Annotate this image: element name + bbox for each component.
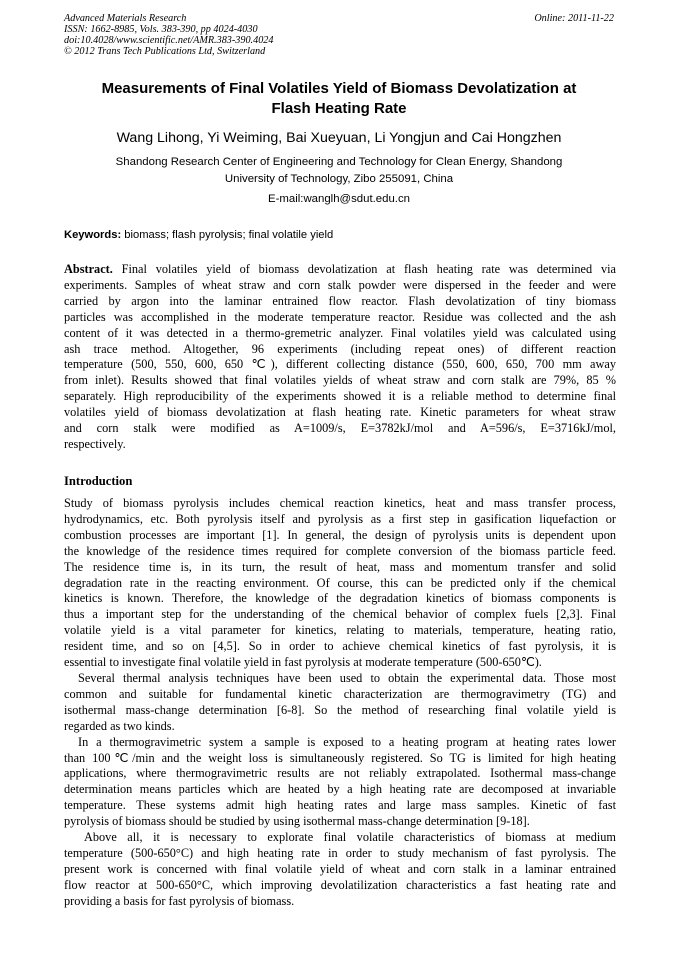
affiliation-line-2: University of Technology, Zibo 255091, China	[224, 173, 454, 185]
paragraph-line: temperature. These systems admit high heating rates and large mass samples. Kinetic of fast	[64, 798, 616, 813]
abstract-line: carried by argon into the laminar entrained flow reactor. Flash devolatization of tiny biomass	[64, 293, 616, 308]
paragraph-line: The residence time is, in its turn, the result of heat, mass and momentum transfer and solid	[64, 559, 616, 574]
paragraph-line: Study of biomass pyrolysis includes chemical reaction kinetics, heat and mass transfer process,	[64, 496, 616, 510]
journal-name: Advanced Materials Research	[64, 13, 187, 24]
affiliation-line-1: Shandong Research Center of Engineering and Technology for Clean Energy, Shandong	[115, 156, 563, 168]
paragraph-line: essential to investigate final volatile yield in fast pyrolysis at moderate temperature (500-650℃).	[64, 655, 542, 670]
paragraph-line: Several thermal analysis techniques have been used to obtain the experimental data. Those most	[78, 670, 616, 685]
abstract-line: and corn stalk were modified as A=1009/s, E=3782kJ/mol and A=596/s, E=3716kJ/mol,	[64, 421, 616, 436]
paper-title	[64, 79, 614, 119]
paragraph-line: In a thermogravimetric system a sample is exposed to a heating program at heating rates lower	[78, 734, 616, 749]
paragraph-line: temperature (500-650°C) and high heating rate in order to study mechanism of fast pyrolysis. The	[64, 845, 616, 860]
paragraph-line: thus a important step for the understanding of the chemical behavior of complex fuels [2,3]. Final	[64, 607, 616, 622]
paragraph-line: present work is concerned with final volatile yield of wheat and corn stalk in a laminar entrained	[64, 861, 616, 876]
abstract-line: particles was accomplished in the moderate temperature reactor. Residue was collected and the ash	[64, 309, 616, 324]
keywords-label: Keywords:	[64, 229, 122, 241]
abstract-line	[64, 262, 616, 278]
title-line-1: Measurements of Final Volatiles Yield of Biomass Devolatization at	[101, 80, 577, 97]
abstract-line: experiments. Samples of wheat straw and corn stalk powder were dispersed in the feeder and were	[64, 277, 616, 292]
author-email: E-mail:wanglh@sdut.edu.cn	[268, 193, 410, 205]
abstract-line: temperature (500, 550, 600, 650 ℃), different collecting distance (550, 600, 650, 700 mm away	[64, 357, 616, 372]
paragraph-line: combustion processes are important [1]. In general, the design of pyrolysis units is dependent upon	[64, 527, 616, 542]
abstract-line: separately. High reproducibility of the experiments showed it is a reliable method to determine final	[64, 389, 616, 404]
keywords-text: biomass; flash pyrolysis; final volatile yield	[121, 229, 334, 241]
paragraph-line: kinetics is known. Therefore, the knowledge of the degradation kinetics of biomass components is	[64, 591, 616, 606]
copyright-line: © 2012 Trans Tech Publications Ltd, Switzerland	[64, 46, 266, 57]
paragraph-line: common and suitable for fundamental kinetic characterization are thermogravimetry (TG) and	[64, 686, 616, 701]
abstract-label: Abstract.	[64, 262, 113, 276]
paragraph-line: applications, where thermogravimetric results are not reliably extrapolated. Isothermal mass-change	[64, 766, 616, 781]
abstract-line-text: Final volatiles yield of biomass devolatization at flash heating rate was determined via	[112, 262, 616, 276]
introduction-body	[64, 496, 616, 910]
paragraph-line: flow reactor at 500-650°C, which improving devolatilization characteristics a fast heating rate and	[64, 877, 616, 892]
author-list: Wang Lihong, Yi Weiming, Bai Xueyuan, Li Yongjun and Cai Hongzhen	[116, 130, 562, 146]
paragraph-line: providing a basis for fast pyrolysis of biomass.	[64, 893, 295, 908]
title-line-2: Flash Heating Rate	[271, 100, 407, 117]
abstract	[64, 262, 616, 453]
paragraph-line: isothermal mass-change determination [6-8]. So the method of researching final volatile yield is	[64, 702, 616, 717]
abstract-line: content of it was detected in a thermo-gremetric analyzer. Final volatiles yield was calculated using	[64, 325, 616, 340]
paragraph-line: hydrodynamics, etc. Both pyrolysis itself and pyrolysis as a first step in gasification liquefaction or	[64, 511, 616, 526]
abstract-line: respectively.	[64, 436, 126, 451]
paragraph-line: Above all, it is necessary to explorate final volatile characteristics of biomass at medium	[84, 830, 616, 845]
paragraph-line: regarded as two kinds.	[64, 718, 175, 733]
keywords	[64, 227, 616, 243]
paragraph-line: pyrolysis of biomass should be studied by using isothermal mass-change determination [9-18].	[64, 814, 530, 829]
paragraph-line: resident time, and so on [4,5]. So in order to achieve chemical kinetics of fast pyrolysis, it is	[64, 639, 616, 654]
doi-line: doi:10.4028/www.scientific.net/AMR.383-390.4024	[64, 35, 274, 46]
paragraph-line: than 100℃/min and the weight loss is simultaneously registered. So TG is limited for high heating	[64, 750, 616, 765]
abstract-line: ash trace method. Altogether, 96 experiments (including repeat ones) of different reaction	[64, 341, 616, 356]
affiliation	[64, 154, 614, 188]
introduction-heading: Introduction	[64, 474, 133, 488]
journal-header	[64, 13, 273, 57]
abstract-line: volatiles yield of biomass devolatization at flash heating rate. Kinetic parameters for wheat straw	[64, 405, 616, 420]
paragraph-line: degradation rate in the reacting environment. Of course, this can be predicted only if the chemical	[64, 575, 616, 590]
paragraph-line: volatile yield is a vital parameter for kinetics, relating to materials, temperature, heating ratio,	[64, 623, 616, 638]
issn-line: ISSN: 1662-8985, Vols. 383-390, pp 4024-4030	[64, 24, 258, 35]
paragraph-line: the knowledge of the residence times required for complete conversion of the biomass particle feed.	[64, 543, 616, 558]
paragraph-line: determination means particles which are heated by a high heating rate are decomposed at invariable	[64, 782, 616, 797]
online-date: Online: 2011-11-22	[534, 13, 614, 24]
abstract-line: from inlet). Results showed that final volatiles yields of wheat straw and corn stalk are 79%, 85 %	[64, 373, 616, 388]
